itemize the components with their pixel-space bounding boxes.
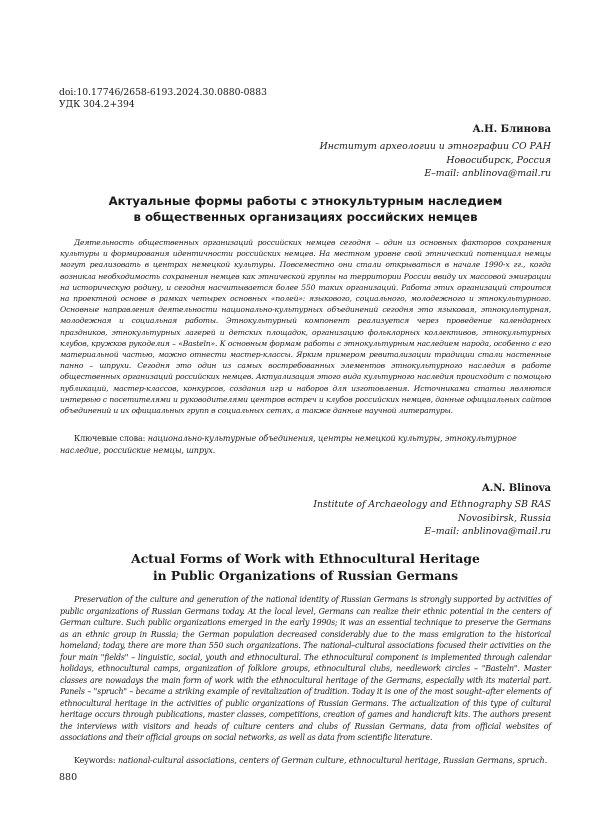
affiliation-ru bbox=[320, 140, 551, 181]
abstract-ru: Деятельность общественных организаций российских немцев сегодня – один из основных факторов сохранения культуры и формирования идентичности российских немцев. На местном уровне свой этнический потенциал немцы могут реализовать в центрах немецкой культуры. Повсеместно они стали открываться в начале 1990-х гг., когда возникла необходимость сохранения немцев как этнической группы на территории России ввиду их массовой эмиграции на историческую родину, и сегодня насчитывается более 550 таких организаций. Работа этих организаций строится на проектной основе в рамках четырех основных «полей»: языкового, социального, молодежного и этнокультурного. Основные направления деятельности национально-культурных объединений сегодня это языковая, этнокультурная, молодежная и социальная работы. Этнокультурный компонент реализуется через проведение календарных праздников, этнокультурных лагерей и детских площадок, организацию фольклорных коллективов, этнокультурных клубов, кружков рукоделия – «Basteln». К основным формам работы с этнокультурным наследием народа, особенно с его материальной частью, можно отнести мастер-классы. Ярким примером ревитализации традиции стали настенные панно – шпрухи. Сегодня это один из самых востребованных элементов этнокультурного наследия в работе общественных организаций российских немцев. Актуализация этого вида культурного наследия происходит с помощью публикаций, мастер-классов, конкурсов, создания игр и наборов для изготовления. Источниками статьи являются интервью с посетителями и руководителями центров встреч и клубов российских немцев, данные официальных сайтов объединений и их официальных групп в социальных сетях, а также данные научной литературы. bbox=[60, 238, 551, 416]
abstract-en: Preservation of the culture and generation of the national identity of Russian Germans is strongly supported by activities of public organizations of Russian Germans today. At the local level, Germans can realize their ethnic potential in the centers of German culture. Such public organizations emerged in the early 1990s; it was an essential technique to preserve the Germans as an ethnic group in Russia; the German population decreased considerably due to the mass emigration to the historical homeland; today, there are more than 550 such organizations. The national–cultural associations focused their activities on the four main "fields" – linguistic, social, youth and ethnocultural. The ethnocultural component is implemented through calendar holidays, ethnocultural camps, organization of folklore groups, ethnocultural clubs, needlework circles – "Basteln". Master classes are nowadays the main form of work with the ethnocultural heritage of the Germans, especially with its material part. Panels – "spruch" – became a striking example of revitalization of tradition. Today it is one of the most sought–after elements of ethnocultural heritage in the activities of public organizations of Russian Germans. The actualization of this type of cultural heritage occurs through publications, master classes, competitions, creation of games and handicraft kits. The authors present the interviews with visitors and heads of culture centers and clubs of Russian Germans, data from official websites of associations and their official groups on social networks, as well as data from scientific literature. bbox=[60, 595, 551, 742]
udk-code: УДК 304.2+394 bbox=[59, 99, 135, 110]
article-title-ru bbox=[60, 193, 551, 225]
article-metadata bbox=[59, 87, 267, 111]
title-en-line-1: Actual Forms of Work with Ethnocultural Heritage bbox=[131, 551, 480, 566]
article-title-en bbox=[60, 550, 551, 584]
affiliation-en bbox=[313, 498, 551, 539]
email-en[interactable]: E–mail: anblinova@mail.ru bbox=[424, 526, 551, 537]
author-name-en: A.N. Blinova bbox=[482, 483, 551, 494]
doi-text[interactable]: doi:10.17746/2658-6193.2024.30.0880-0883 bbox=[59, 87, 267, 98]
keywords-list-ru: национально-культурные объединения, центры немецкой культуры, этнокультурное наследие, российские немцы, шпрух. bbox=[60, 434, 517, 455]
keywords-label-ru: Ключевые слова: bbox=[74, 434, 146, 443]
title-ru-line-2: в общественных организациях российских немцев bbox=[133, 210, 478, 224]
author-name-ru: А.Н. Блинова bbox=[472, 124, 551, 135]
title-ru-line-1: Актуальные формы работы с этнокультурным наследием bbox=[108, 194, 503, 208]
keywords-ru bbox=[60, 433, 551, 456]
city-ru: Новосибирск, Россия bbox=[446, 154, 551, 166]
keywords-label-en: Keywords: bbox=[74, 756, 116, 765]
city-en: Novosibirsk, Russia bbox=[457, 512, 551, 524]
title-en-line-2: in Public Organizations of Russian Germans bbox=[152, 568, 459, 583]
keywords-en bbox=[60, 755, 551, 767]
page-number: 880 bbox=[59, 772, 78, 783]
institution-ru: Институт археологии и этнографии СО РАН bbox=[319, 141, 551, 152]
email-ru[interactable]: E–mail: anblinova@mail.ru bbox=[424, 168, 551, 179]
institution-en: Institute of Archaeology and Ethnography SB RAS bbox=[313, 499, 551, 510]
keywords-list-en: national-cultural associations, centers of German culture, ethnocultural heritage, Russian Germans, spruch. bbox=[117, 756, 548, 765]
